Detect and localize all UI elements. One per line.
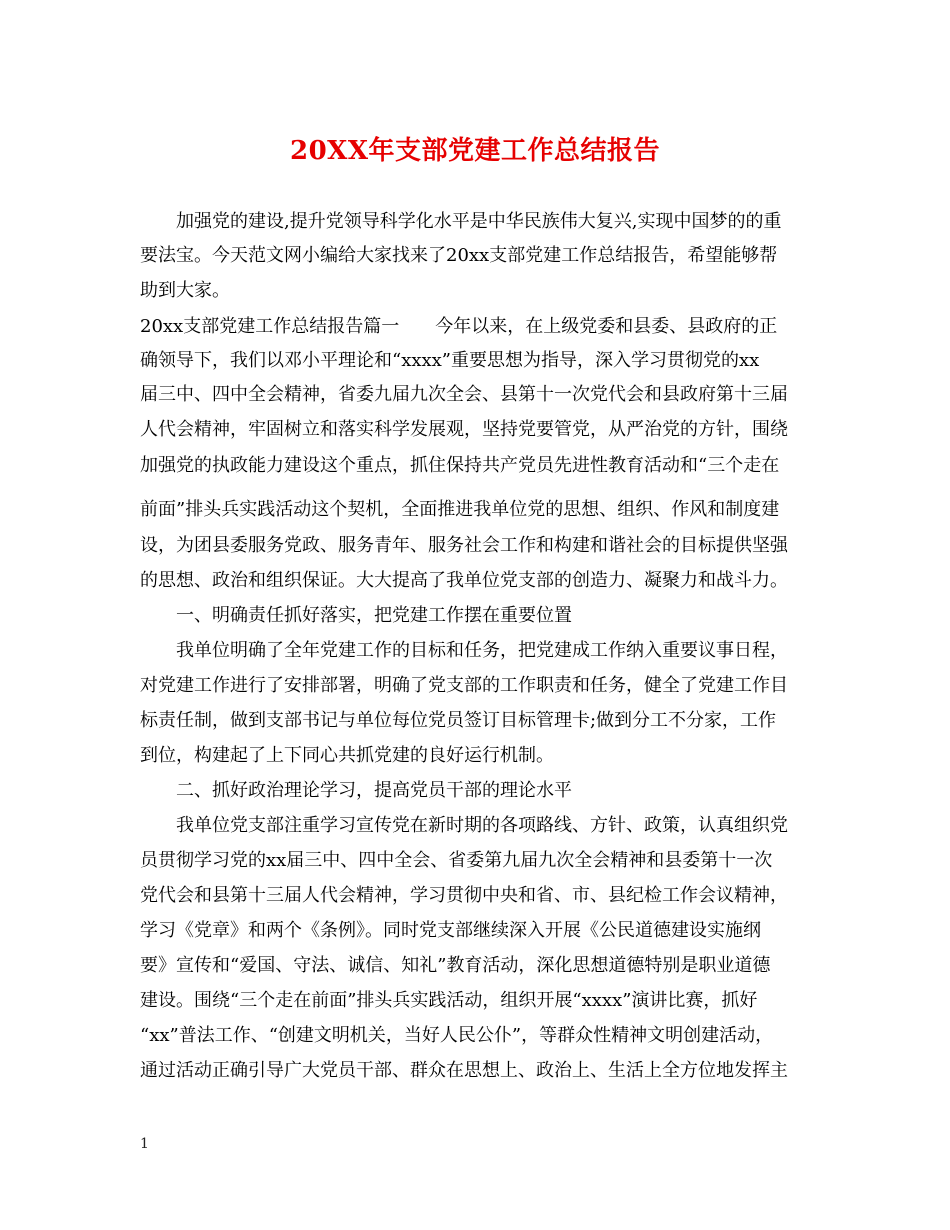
document-title: 20XX年支部党建工作总结报告 <box>289 136 661 166</box>
body-line: 建设。围绕“三个走在前面”排头兵实践活动，组织开展“xxxx”演讲比赛，抓好 <box>140 990 758 1011</box>
body-line: 的思想、政治和组织保证。大大提高了我单位党支部的创造力、凝聚力和战斗力。 <box>140 570 788 591</box>
body-line: 人代会精神，牢固树立和落实科学发展观，坚持党要管党，从严治党的方针，围绕 <box>140 419 788 440</box>
body-line: 确领导下，我们以邓小平理论和“xxxx”重要思想为指导，深入学习贯彻党的xx <box>140 350 760 371</box>
body-line: 20xx支部党建工作总结报告篇一 今年以来，在上级党委和县委、县政府的正 <box>140 316 778 337</box>
body-line: 对党建工作进行了安排部署，明确了党支部的工作职责和任务，健全了党建工作目 <box>140 675 788 696</box>
section-heading: 一、明确责任抓好落实，把党建工作摆在重要位置 <box>140 605 572 626</box>
page-number: 1 <box>140 1136 149 1152</box>
body-line: 设，为团县委服务党政、服务青年、服务社会工作和构建和谐社会的目标提供坚强 <box>140 535 788 556</box>
body-line: 标责任制，做到支部书记与单位每位党员签订目标管理卡;做到分工不分家，工作 <box>140 710 777 731</box>
body-line: 党代会和县第十三届人代会精神，学习贯彻中央和省、市、县纪检工作会议精神， <box>140 885 788 906</box>
body-line: 加强党的执政能力建设这个重点，抓住保持共产党员先进性教育活动和“三个走在 <box>140 455 780 476</box>
body-line: 我单位党支部注重学习宣传党在新时期的各项路线、方针、政策，认真组织党 <box>140 815 788 836</box>
body-line: 届三中、四中全会精神，省委九届九次全会、县第十一次党代会和县政府第十三届 <box>140 384 788 405</box>
section-heading: 二、抓好政治理论学习，提高党员干部的理论水平 <box>140 780 572 801</box>
body-line: 助到大家。 <box>140 280 230 301</box>
body-line: 员贯彻学习党的xx届三中、四中全会、省委第九届九次全会精神和县委第十一次 <box>140 850 773 871</box>
body-line: 到位，构建起了上下同心共抓党建的良好运行机制。 <box>140 745 554 766</box>
body-line: 要法宝。今天范文网小编给大家找来了20xx支部党建工作总结报告，希望能够帮 <box>140 245 778 266</box>
body-line: 前面”排头兵实践活动这个契机，全面推进我单位党的思想、组织、作风和制度建 <box>140 499 780 520</box>
body-line: 学习《党章》和两个《条例》。同时党支部继续深入开展《公民道德建设实施纲 <box>140 920 761 941</box>
body-line: “xx”普法工作、“创建文明机关，当好人民公仆”，等群众性精神文明创建活动， <box>140 1025 774 1046</box>
body-line: 通过活动正确引导广大党员干部、群众在思想上、政治上、生活上全方位地发挥主 <box>140 1060 788 1081</box>
body-line: 要》宣传和“爱国、守法、诚信、知礼”教育活动，深化思想道德特别是职业道德 <box>140 955 771 976</box>
body-line: 我单位明确了全年党建工作的目标和任务，把党建成工作纳入重要议事日程， <box>140 640 788 661</box>
body-line: 加强党的建设,提升党领导科学化水平是中华民族伟大复兴,实现中国梦的的重 <box>140 211 782 232</box>
